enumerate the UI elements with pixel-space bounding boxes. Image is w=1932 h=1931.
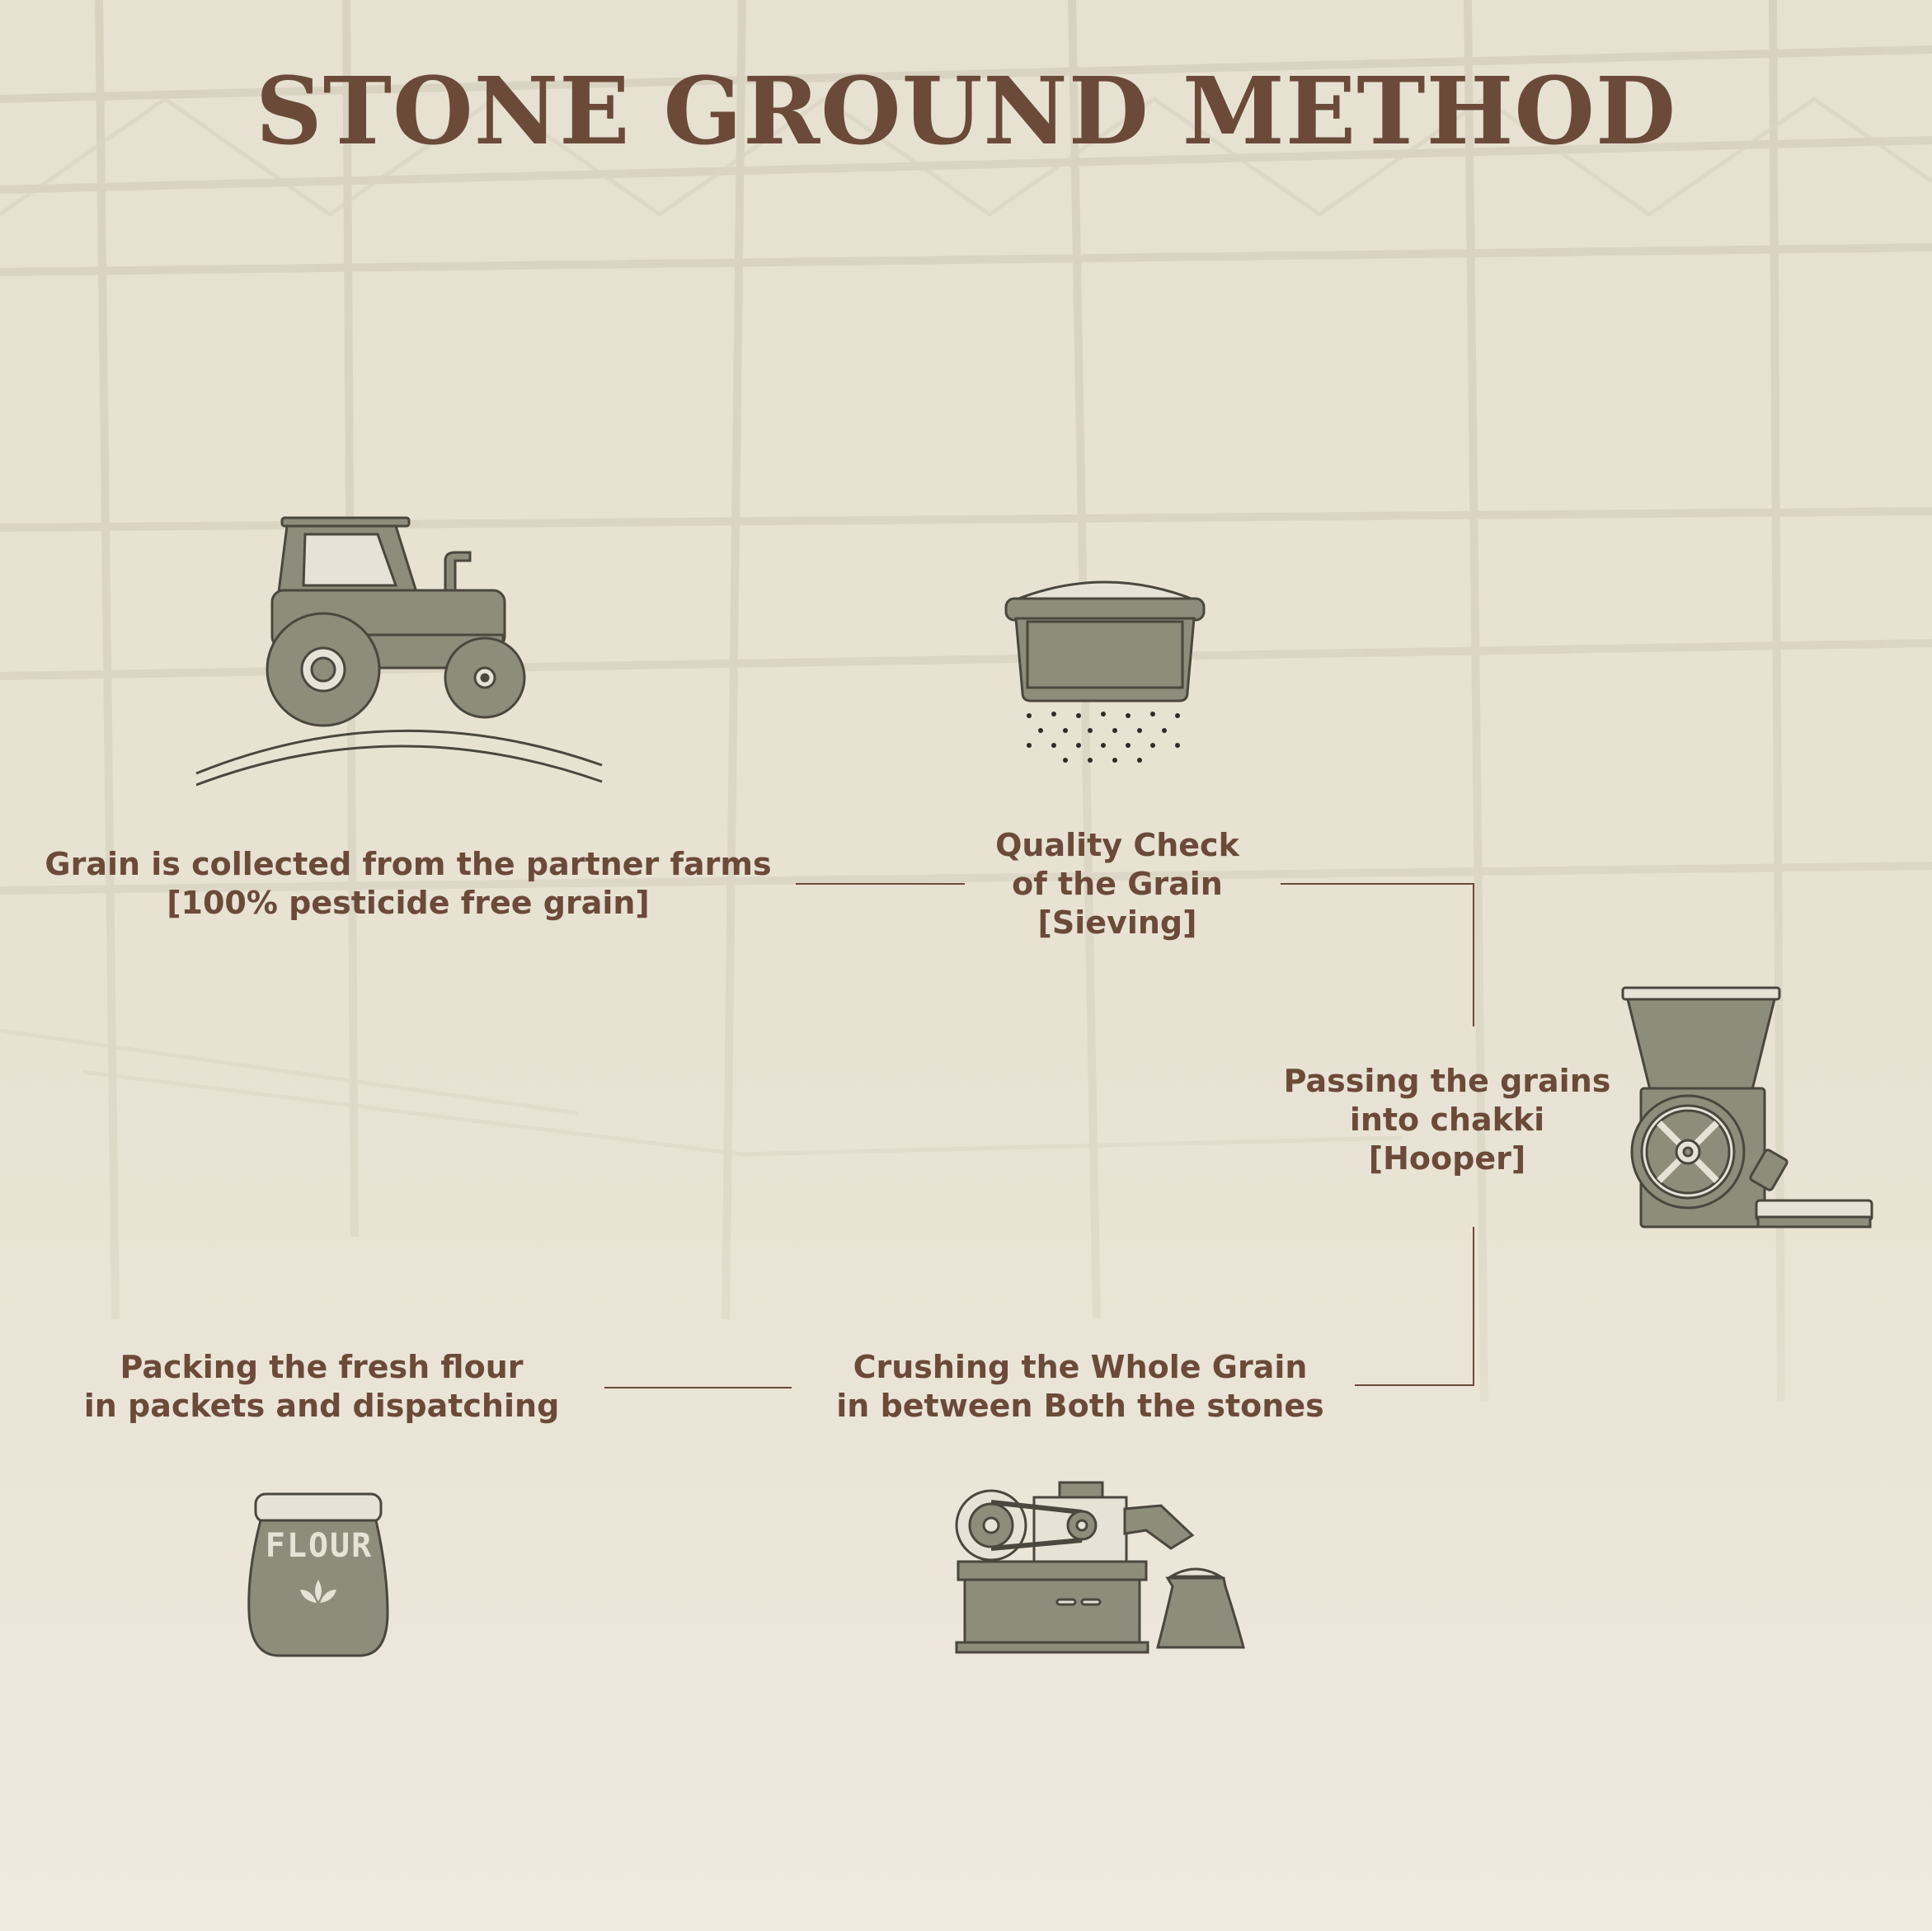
page-title: STONE GROUND METHOD bbox=[255, 58, 1677, 166]
connector-quality-hopper bbox=[1281, 884, 1474, 1027]
sieve-icon bbox=[998, 569, 1212, 775]
step-quality-line-2: of the Grain bbox=[1012, 866, 1223, 902]
step-crushing-label bbox=[792, 1348, 1369, 1426]
step-quality-label bbox=[952, 826, 1282, 942]
tractor-icon bbox=[190, 511, 610, 792]
step-hopper-line-3: [Hooper] bbox=[1368, 1140, 1526, 1177]
step-packing-line-2: in packets and dispatching bbox=[83, 1388, 560, 1424]
flour-bag bbox=[241, 1489, 397, 1662]
step-collect-line-2: [100% pesticide free grain] bbox=[167, 885, 650, 921]
step-packing-line-1: Packing the fresh flour bbox=[120, 1349, 524, 1385]
step-quality-line-1: Quality Check bbox=[995, 827, 1239, 863]
step-hopper-line-2: into chakki bbox=[1349, 1102, 1545, 1138]
step-collect-label bbox=[33, 845, 783, 923]
step-packing-label bbox=[49, 1348, 594, 1426]
step-quality-line-3: [Sieving] bbox=[1037, 904, 1197, 941]
step-crushing-line-1: Crushing the Whole Grain bbox=[853, 1349, 1308, 1385]
step-crushing-line-2: in between Both the stones bbox=[836, 1388, 1324, 1424]
connector-hopper-crushing bbox=[1355, 1227, 1474, 1385]
step-collect-line-1: Grain is collected from the partner farms bbox=[45, 846, 772, 882]
stone-mill-icon bbox=[948, 1476, 1253, 1661]
flour-bag-icon bbox=[241, 1489, 397, 1662]
step-hopper-label bbox=[1241, 1062, 1653, 1178]
step-hopper-line-1: Passing the grains bbox=[1283, 1063, 1611, 1099]
flour-bag-label: FLOUR bbox=[265, 1527, 374, 1565]
chakki-hopper-icon bbox=[1616, 981, 1880, 1245]
